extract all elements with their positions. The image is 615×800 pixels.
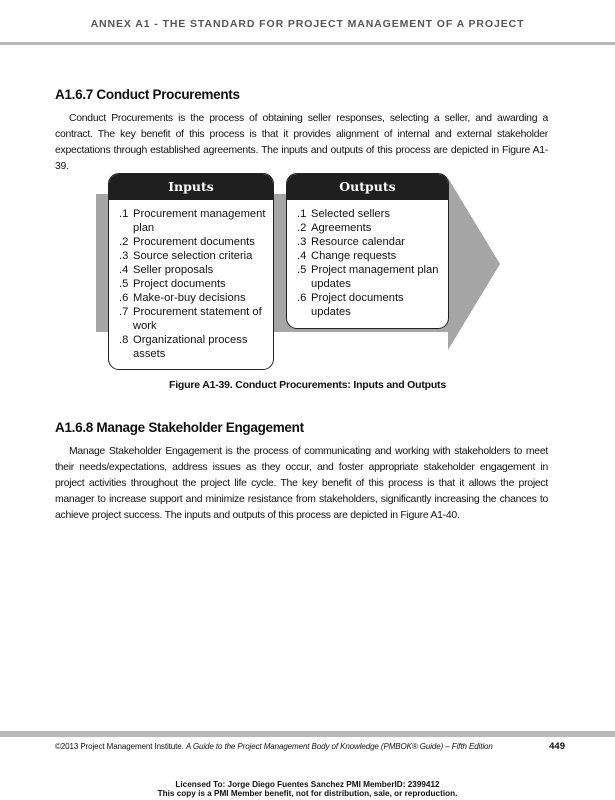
inputs-box [108, 173, 274, 370]
inputs-item-text: Seller proposals [133, 264, 214, 276]
running-header-title: ANNEX A1 - THE STANDARD FOR PROJECT MANAGEMENT OF A PROJECT [90, 18, 525, 30]
inputs-item-text: Organizational process assets [133, 334, 248, 360]
outputs-item [297, 235, 442, 249]
inputs-item [119, 235, 267, 249]
section-heading-manage-stakeholder-engagement: A1.6.8 Manage Stakeholder Engagement [55, 420, 304, 435]
outputs-item [297, 263, 442, 291]
inputs-item [119, 207, 267, 235]
footer-book-title: A Guide to the Project Management Body of Knowledge (PMBOK® Guide) – Fifth Edition [185, 742, 493, 751]
inputs-item-text: Source selection criteria [133, 250, 253, 262]
inputs-item-text: Procurement statement of work [133, 306, 262, 332]
outputs-item-text: Project documents updates [311, 292, 404, 318]
license-line-2: This copy is a PMI Member benefit, not for distribution, sale, or reproduction. [157, 789, 458, 798]
outputs-item-text: Agreements [311, 222, 372, 234]
outputs-item-number: .5 [297, 264, 307, 276]
inputs-item-text: Procurement management plan [133, 208, 266, 234]
inputs-item [119, 333, 267, 361]
inputs-item [119, 249, 267, 263]
outputs-item [297, 207, 442, 221]
section-paragraph-manage-stakeholder-engagement: Manage Stakeholder Engagement is the process of communicating and working with stakeholders to meet their needs/expectations, address issues as they occur, and foster appropriate stakeholder engagement in project activities throughout the project life cycle. The key benefit of this process is that it allows the project manager to increase support and minimize resistance from stakeholders, significantly increasing the chances to achieve project success. The inputs and outputs of this process are depicted in Figure A1-40. [55, 446, 548, 521]
outputs-item [297, 249, 442, 263]
section-paragraph-conduct-procurements: Conduct Procurements is the process of obtaining seller responses, selecting a seller, and awarding a contract. The key benefit of this process is that it provides alignment of internal and external stakeholder expectations through established agreements. The inputs and outputs of this process are depicted in Figure A1-39. [55, 113, 548, 172]
footer-copyright: ©2013 Project Management Institute. [55, 742, 184, 751]
inputs-item-number: .3 [119, 250, 129, 262]
inputs-item-number: .4 [119, 264, 129, 276]
inputs-item-number: .6 [119, 292, 129, 304]
inputs-item-number: .8 [119, 334, 129, 346]
inputs-title: Inputs [109, 174, 273, 200]
figure-caption: Figure A1-39. Conduct Procurements: Inputs and Outputs [169, 379, 446, 391]
outputs-item-number: .4 [297, 250, 307, 262]
outputs-item-number: .2 [297, 222, 307, 234]
footer-citation [55, 742, 493, 751]
outputs-item [297, 291, 442, 319]
outputs-item-text: Change requests [311, 250, 397, 262]
inputs-item-text: Make-or-buy decisions [133, 292, 246, 304]
inputs-item [119, 305, 267, 333]
footer-rule [0, 731, 615, 737]
outputs-item-text: Project management plan updates [311, 264, 439, 290]
outputs-item-text: Resource calendar [311, 236, 405, 248]
outputs-item-number: .3 [297, 236, 307, 248]
inputs-item-number: .2 [119, 236, 129, 248]
inputs-item [119, 277, 267, 291]
outputs-item-text: Selected sellers [311, 208, 390, 220]
inputs-item [119, 291, 267, 305]
inputs-item-number: .1 [119, 208, 129, 220]
running-header [0, 0, 615, 45]
outputs-item-number: .6 [297, 292, 307, 304]
outputs-title: Outputs [287, 174, 448, 200]
page-number: 449 [549, 741, 565, 752]
outputs-item-number: .1 [297, 208, 307, 220]
outputs-box [286, 173, 449, 329]
inputs-item-number: .5 [119, 278, 129, 290]
inputs-item [119, 263, 267, 277]
inputs-item-text: Project documents [133, 278, 226, 290]
outputs-list [287, 200, 448, 325]
outputs-item [297, 221, 442, 235]
inputs-item-number: .7 [119, 306, 129, 318]
section-heading-conduct-procurements: A1.6.7 Conduct Procurements [55, 87, 240, 102]
inputs-list [109, 200, 273, 367]
inputs-item-text: Procurement documents [133, 236, 255, 248]
license-line-1: Licensed To: Jorge Diego Fuentes Sanchez PMI MemberID: 2399412 [175, 780, 440, 789]
